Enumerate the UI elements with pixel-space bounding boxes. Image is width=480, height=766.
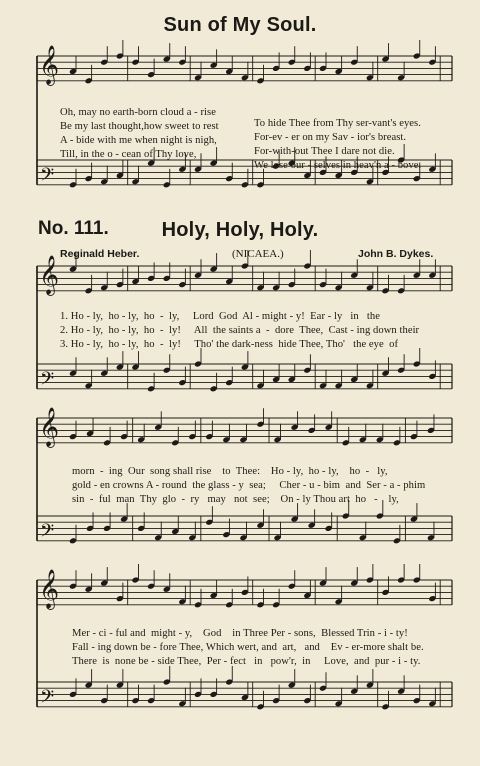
verse2-line-b: For-ev - er on my Sav - ior's breast. <box>254 132 407 143</box>
svg-text:𝄞: 𝄞 <box>39 255 60 295</box>
verse1-line-a: Oh, may no earth-born cloud a - rise <box>60 107 216 118</box>
system2-line-3: sin - ful man Thy glo - ry may not see; On - ly Thou art ho - ly, <box>72 494 399 505</box>
verse3-line-a: A - bide with me when night is nigh, <box>60 135 217 146</box>
system3-line-1: Mer - ci - ful and might - y, God in Three Per - sons, Blessed Trin - i - ty! <box>72 628 408 639</box>
verse4-line-a: Till, in the o - cean of Thy love, <box>60 149 197 160</box>
hymn-title-holy-holy-holy: Holy, Holy, Holy. <box>161 219 319 241</box>
system1-line-1: 1. Ho - ly, ho - ly, ho - ly, Lord God Al - might - y! Ear - ly in the <box>60 311 380 322</box>
svg-text:𝄢: 𝄢 <box>40 165 55 190</box>
svg-text:𝄢: 𝄢 <box>40 369 55 394</box>
hymn-number: No. 111. <box>38 218 109 239</box>
verse2-line-a: Be my last thought,how sweet to rest <box>60 121 219 132</box>
svg-text:𝄞: 𝄞 <box>39 407 60 447</box>
hymn-title-sun-of-my-soul: Sun of My Soul. <box>163 14 317 36</box>
system2-line-1: morn - ing Our song shall rise to Thee: Ho - ly, ho - ly, ho - ly, <box>72 466 388 477</box>
system3-line-2: Fall - ing down be - fore Thee, Which wert, and art, and Ev - er-more shalt be. <box>72 642 424 653</box>
verse1-line-b: To hide Thee from Thy ser-vant's eyes. <box>254 118 421 129</box>
verse4-line-b: We lose our - selves in heav'n a - bove. <box>254 160 422 171</box>
svg-text:𝄢: 𝄢 <box>40 687 55 712</box>
hymn1-verse-4 <box>0 138 480 182</box>
author: Reginald Heber. <box>60 248 140 260</box>
tune-name: (NICAEA.) <box>232 248 284 260</box>
system1-line-3: 3. Ho - ly, ho - ly, ho - ly! Tho' the dark-ness hide Thee, Tho' the eye of <box>60 339 399 350</box>
svg-text:𝄞: 𝄞 <box>39 45 60 85</box>
composer: John B. Dykes. <box>358 248 434 260</box>
system3-line-3: There is none be - side Thee, Per - fect in pow'r, in Love, and pur - i - ty. <box>72 656 421 667</box>
svg-text:𝄞: 𝄞 <box>39 569 60 609</box>
svg-text:𝄢: 𝄢 <box>40 521 55 546</box>
verse3-line-b: For-with-out Thee I dare not die. <box>254 146 395 157</box>
system2-line-2: gold - en crowns A - round the glass - y sea; Cher - u - bim and Ser - a - phim <box>72 480 426 491</box>
system1-line-2: 2. Ho - ly, ho - ly, ho - ly! All the saints a - dore Thee, Cast - ing down their <box>60 325 420 336</box>
